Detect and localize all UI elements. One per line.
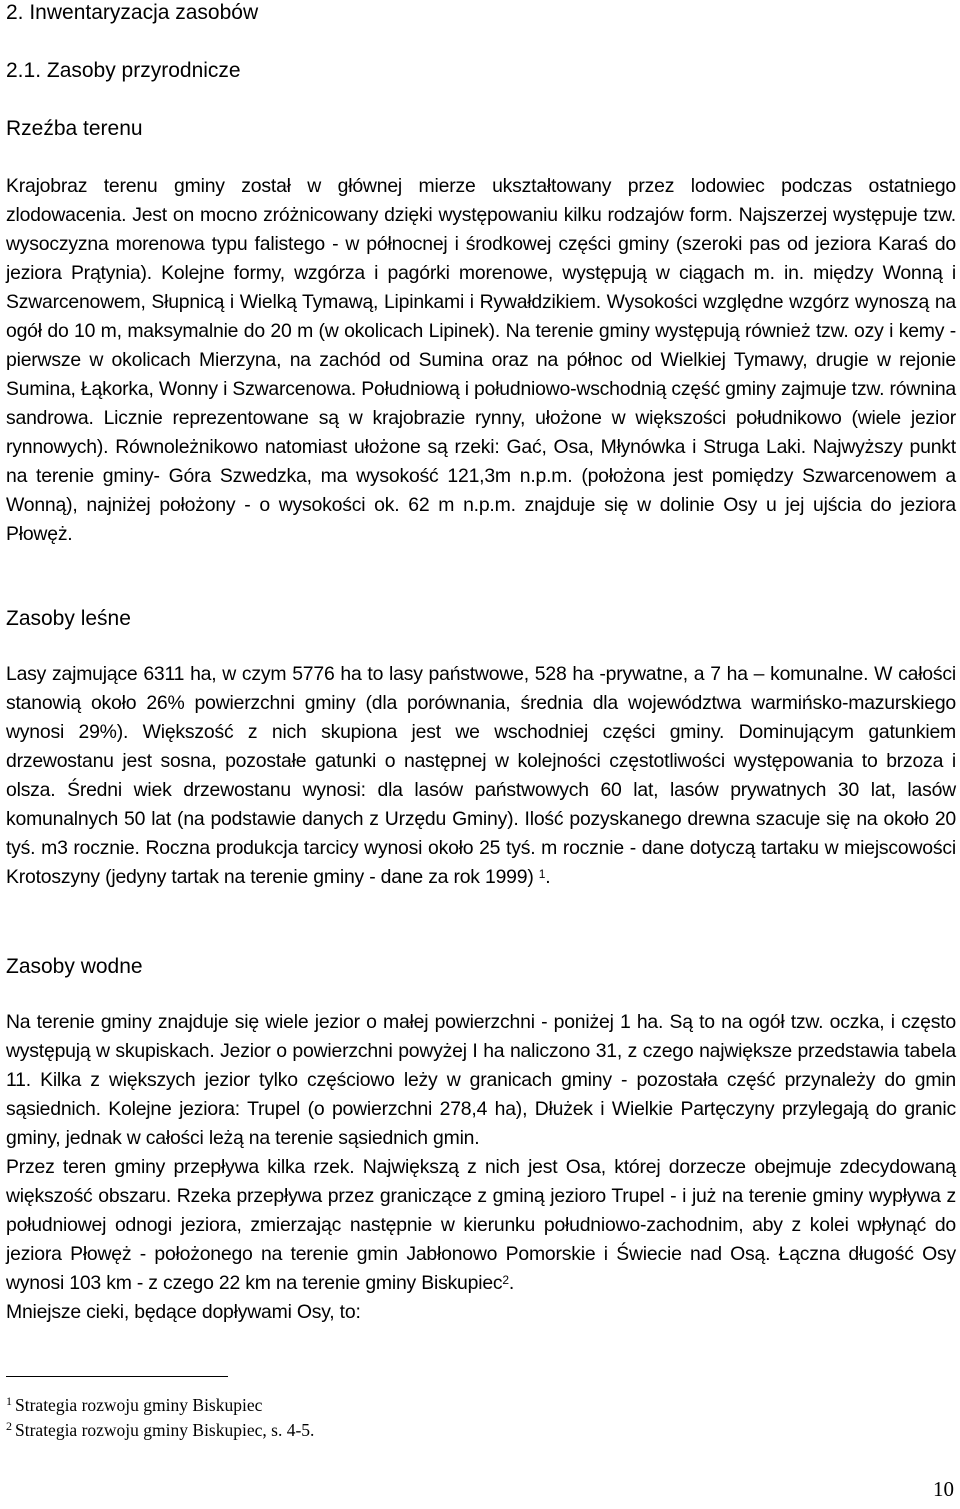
water-paragraph-3: Mniejsze cieki, będące dopływami Osy, to: bbox=[6, 1301, 361, 1323]
water-text-2: Przez teren gminy przepływa kilka rzek. Największą z nich jest Osa, której dorzecze obejmuje zdecydowaną większość obszaru. Rzeka przepływa przez graniczące z gminą jezioro Trupel - i już na terenie gminy wypływa z południowej odnogi jeziora, zmierzając następnie w kierunku południowo-zachodnim, aby z kolei wpłynąć do jeziora Płowęż - położonego na terenie gmin Jabłonowo Pomorskie i Świecie nad Osą. Łączna długość Osy wynosi 103 km - z czego 22 km na terenie gminy Biskupiec bbox=[6, 1156, 956, 1294]
water-paragraph-2 bbox=[6, 1153, 956, 1298]
footnote-ref-1: 1 bbox=[538, 867, 546, 881]
section-heading: 2. Inwentaryzacja zasobów bbox=[6, 1, 259, 24]
footnote-1 bbox=[6, 1390, 262, 1416]
footnote-ref-2: 2 bbox=[502, 1273, 509, 1287]
water-end-2: . bbox=[508, 1272, 515, 1294]
forests-paragraph bbox=[6, 660, 956, 892]
footnote-separator bbox=[6, 1376, 228, 1377]
footnote-1-text: Strategia rozwoju gminy Biskupiec bbox=[15, 1395, 263, 1415]
forests-end: . bbox=[545, 866, 551, 888]
forests-text: Lasy zajmujące 6311 ha, w czym 5776 ha to lasy państwowe, 528 ha -prywatne, a 7 ha – komunalne. W całości stanowią około 26% powierzchni gminy (dla porównania, średnia dla województwa warmińsko-mazurskiego wynosi 29%). Większość z nich skupiona jest we wschodniej części gminy. Dominującym gatunkiem drzewostanu jest sosna, pozostałe gatunki o następnej w kolejności częstotliwości występowania to brzoza i olsza. Średni wiek drzewostanu wynosi: dla lasów państwowych 60 lat, lasów prywatnych 30 lat, lasów komunalnych 50 lat (na podstawie danych z Urzędu Gminy). Ilość pozyskanego drewna szacuje się na około 20 tyś. m3 rocznie. Roczna produkcja tarcicy wynosi około 25 tyś. m rocznie - dane dotyczą tartaku w miejscowości Krotoszyny (jedyny tartak na terenie gminy - dane za rok 1999) bbox=[6, 663, 956, 888]
relief-heading: Rzeźba terenu bbox=[6, 117, 143, 140]
footnote-1-number: 1 bbox=[6, 1394, 12, 1408]
page-number: 10 bbox=[933, 1477, 954, 1501]
footnote-2 bbox=[6, 1415, 314, 1441]
water-heading: Zasoby wodne bbox=[6, 955, 143, 978]
forests-heading: Zasoby leśne bbox=[6, 607, 131, 630]
footnote-2-number: 2 bbox=[6, 1419, 12, 1433]
water-paragraph-1: Na terenie gminy znajduje się wiele jezior o małej powierzchni - poniżej 1 ha. Są to na ogół tzw. oczka, i często występują w skupiskach. Jezior o powierzchni powyżej I ha naliczono 31, z czego największe przedstawia tabela 11. Kilka z większych jezior tylko częściowo leży w granicach gminy - pozostała część przynależy do gmin sąsiednich. Kolejne jeziora: Trupel (o powierzchni 278,4 ha), Dłużek i Wielkie Partęczyny przylegają do granic gminy, jednak w całości leżą na terenie sąsiednich gmin. bbox=[6, 1011, 956, 1149]
footnote-2-text: Strategia rozwoju gminy Biskupiec, s. 4-5. bbox=[15, 1420, 315, 1440]
water-section bbox=[6, 1008, 956, 1327]
subsection-heading: 2.1. Zasoby przyrodnicze bbox=[6, 59, 241, 82]
relief-paragraph: Krajobraz terenu gminy został w głównej mierze ukształtowany przez lodowiec podczas ostatniego zlodowacenia. Jest on mocno zróżnicowany dzięki występowaniu kilku rodzajów form. Najszerzej występuje tzw. wysoczyzna morenowa typu falistego - w północnej i środkowej części gminy (szeroki pas od jeziora Karaś do jeziora Prątynia). Kolejne formy, wzgórza i pagórki morenowe, występują w ciągach m. in. między Wonną i Szwarcenowem, Słupnicą i Wielką Tymawą, Lipinkami i Rywałdzikiem. Wysokości względne wzgórz wynoszą na ogół do 10 m, maksymalnie do 20 m (w okolicach Lipinek). Na terenie gminy występują również tzw. ozy i kemy - pierwsze w okolicach Mierzyna, na zachód od Sumina oraz na północ od Wielkiej Tymawy, drugie w rejonie Sumina, Łąkorka, Wonny i Szwarcenowa. Południową i południowo-wschodnią część gminy zajmuje tzw. równina sandrowa. Licznie reprezentowane są w krajobrazie rynny, ułożone w większości południkowo (wiele jezior rynnowych). Równoleżnikowo natomiast ułożone są rzeki: Gać, Osa, Młynówka i Struga Laki. Najwyższy punkt na terenie gminy- Góra Szwedzka, ma wysokość 121,3m n.p.m. (położona jest pomiędzy Szwarcenowem a Wonną), najniżej położony - o wysokości ok. 62 m n.p.m. znajduje się w dolinie Osy u jej ujścia do jeziora Płowęż. bbox=[6, 175, 956, 545]
